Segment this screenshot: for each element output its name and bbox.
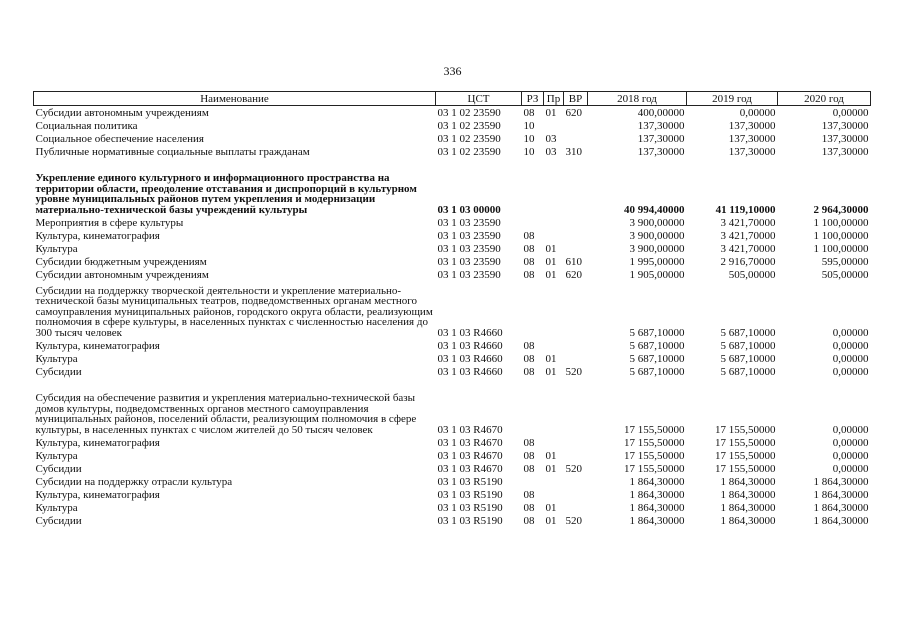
cell-vr	[564, 378, 588, 436]
table-row	[34, 352, 871, 365]
cell-2019: 137,30000	[728, 145, 776, 158]
cell-cst: 03 1 03 R5190	[437, 488, 503, 501]
cell-pr: 01	[545, 255, 557, 268]
cell-vr	[564, 242, 588, 255]
cell-2020: 2 964,30000	[813, 203, 869, 216]
cell-2019: 5 687,10000	[720, 352, 776, 365]
cell-2020: 1 864,30000	[813, 501, 869, 514]
cell-name: Субсидии на поддержку отрасли культура	[35, 475, 233, 488]
cell-vr: 520	[565, 462, 582, 475]
cell-cst: 03 1 02 23590	[437, 145, 501, 158]
cell-pr: 01	[545, 514, 557, 527]
cell-2019: 17 155,50000	[715, 436, 776, 449]
cell-vr	[564, 449, 588, 462]
budget-table	[33, 91, 871, 527]
cell-cst: 03 1 03 R4660	[437, 365, 503, 378]
cell-2018: 1 864,30000	[629, 501, 685, 514]
cell-name: Субсидии автономным учреждениям	[35, 106, 209, 119]
cell-name: Публичные нормативные социальные выплаты гражданам	[35, 145, 310, 158]
cell-2018: 1 905,00000	[629, 268, 685, 281]
cell-2019: 1 864,30000	[720, 475, 776, 488]
cell-2020: 595,00000	[821, 255, 869, 268]
table-row	[34, 462, 871, 475]
cell-2020: 0,00000	[832, 339, 869, 352]
cell-rz: 08	[523, 488, 535, 501]
cell-rz: 08	[523, 501, 535, 514]
cell-name: Культура	[35, 501, 78, 514]
cell-2019: 137,30000	[728, 132, 776, 145]
cell-vr	[564, 119, 588, 132]
cell-2020: 0,00000	[832, 326, 869, 339]
cell-pr	[544, 378, 564, 436]
header-2018: 2018 год	[588, 92, 687, 106]
cell-2018: 5 687,10000	[629, 365, 685, 378]
cell-rz: 08	[523, 339, 535, 352]
table-row	[34, 501, 871, 514]
table-row	[34, 339, 871, 352]
table-row	[34, 216, 871, 229]
table-header-row	[34, 92, 871, 106]
table-row	[34, 436, 871, 449]
cell-2018: 1 864,30000	[629, 488, 685, 501]
cell-cst: 03 1 03 23590	[437, 242, 501, 255]
cell-2019: 41 119,10000	[715, 203, 776, 216]
cell-2020: 0,00000	[832, 449, 869, 462]
cell-name: Культура	[35, 352, 78, 365]
cell-2020: 0,00000	[832, 462, 869, 475]
cell-2018: 5 687,10000	[629, 339, 685, 352]
cell-vr	[564, 475, 588, 488]
cell-cst: 03 1 03 R4670	[437, 436, 503, 449]
cell-2019: 137,30000	[728, 119, 776, 132]
cell-name: Социальное обеспечение населения	[35, 132, 204, 145]
cell-rz	[522, 475, 544, 488]
cell-pr: 03	[545, 145, 557, 158]
cell-cst: 03 1 02 23590	[437, 106, 501, 119]
cell-vr	[564, 501, 588, 514]
cell-2019: 3 421,70000	[720, 229, 776, 242]
cell-pr: 01	[545, 365, 557, 378]
cell-2018: 17 155,50000	[624, 423, 685, 436]
cell-pr: 01	[545, 242, 557, 255]
cell-name: Культура	[35, 242, 78, 255]
cell-cst: 03 1 03 R5190	[437, 514, 503, 527]
table-row	[34, 365, 871, 378]
cell-pr	[544, 119, 564, 132]
cell-pr	[544, 488, 564, 501]
cell-2018: 1 864,30000	[629, 475, 685, 488]
cell-cst: 03 1 03 R5190	[437, 501, 503, 514]
cell-rz: 08	[523, 268, 535, 281]
cell-name: Субсидии	[35, 514, 82, 527]
header-cst: ЦСТ	[436, 92, 522, 106]
cell-2018: 40 994,40000	[624, 203, 685, 216]
cell-cst: 03 1 03 23590	[437, 268, 501, 281]
header-rz: РЗ	[522, 92, 544, 106]
cell-rz: 08	[523, 365, 535, 378]
cell-pr: 01	[545, 462, 557, 475]
cell-pr	[544, 475, 564, 488]
cell-2020: 1 100,00000	[813, 216, 869, 229]
cell-2019: 17 155,50000	[715, 462, 776, 475]
cell-pr: 01	[545, 106, 557, 119]
cell-2018: 1 864,30000	[629, 514, 685, 527]
cell-2020: 0,00000	[832, 365, 869, 378]
table-row	[34, 268, 871, 281]
cell-cst: 03 1 03 R4670	[437, 449, 503, 462]
cell-rz	[522, 378, 544, 436]
cell-vr: 620	[565, 268, 582, 281]
cell-2020: 1 100,00000	[813, 242, 869, 255]
cell-2020: 137,30000	[821, 145, 869, 158]
cell-2018: 17 155,50000	[624, 462, 685, 475]
cell-name: Культура	[35, 449, 78, 462]
table-row	[34, 145, 871, 158]
cell-name: Культура, кинематография	[35, 229, 160, 242]
cell-rz: 08	[523, 106, 535, 119]
cell-rz: 08	[523, 436, 535, 449]
cell-vr	[564, 436, 588, 449]
cell-2019: 3 421,70000	[720, 216, 776, 229]
cell-rz	[522, 216, 544, 229]
cell-rz: 08	[523, 462, 535, 475]
cell-2019: 2 916,70000	[720, 255, 776, 268]
cell-2019: 505,00000	[728, 268, 776, 281]
cell-2019: 5 687,10000	[720, 326, 776, 339]
cell-name: Культура, кинематография	[35, 436, 160, 449]
cell-2020: 0,00000	[832, 423, 869, 436]
cell-name: Укрепление единого культурного и информационного пространства на территории области, преодоление отставания и диспропорций в культурном уровне муниципальных районов путем укрепления и модернизации материально-технической базы учреждений культуры	[35, 172, 417, 216]
cell-vr	[564, 229, 588, 242]
cell-2018: 5 687,10000	[629, 352, 685, 365]
cell-2019: 5 687,10000	[720, 339, 776, 352]
cell-2018: 3 900,00000	[629, 242, 685, 255]
cell-2020: 137,30000	[821, 119, 869, 132]
header-2020: 2020 год	[778, 92, 871, 106]
cell-2018: 137,30000	[637, 132, 685, 145]
cell-cst: 03 1 03 R4670	[437, 462, 503, 475]
cell-cst: 03 1 02 23590	[437, 119, 501, 132]
table-row	[34, 475, 871, 488]
cell-2018: 5 687,10000	[629, 326, 685, 339]
cell-2018: 3 900,00000	[629, 216, 685, 229]
cell-cst: 03 1 03 R4660	[437, 352, 503, 365]
cell-rz: 08	[523, 229, 535, 242]
table-row	[34, 229, 871, 242]
cell-rz: 08	[523, 255, 535, 268]
cell-rz	[522, 158, 544, 216]
cell-rz: 10	[523, 119, 535, 132]
cell-cst: 03 1 03 R4670	[437, 423, 503, 436]
cell-2018: 17 155,50000	[624, 449, 685, 462]
cell-pr	[544, 436, 564, 449]
cell-2019: 17 155,50000	[715, 423, 776, 436]
cell-vr	[564, 132, 588, 145]
cell-vr: 620	[565, 106, 582, 119]
cell-2020: 1 100,00000	[813, 229, 869, 242]
cell-pr: 03	[545, 132, 557, 145]
cell-vr	[564, 158, 588, 216]
cell-name: Социальная политика	[35, 119, 138, 132]
cell-name: Субсидии	[35, 462, 82, 475]
cell-2020: 1 864,30000	[813, 514, 869, 527]
table-row	[34, 106, 871, 119]
cell-2019: 17 155,50000	[715, 449, 776, 462]
cell-vr: 610	[565, 255, 582, 268]
cell-vr: 310	[565, 145, 582, 158]
cell-cst: 03 1 03 R5190	[437, 475, 503, 488]
cell-2018: 3 900,00000	[629, 229, 685, 242]
cell-pr: 01	[545, 352, 557, 365]
cell-2019: 1 864,30000	[720, 501, 776, 514]
cell-rz: 08	[523, 514, 535, 527]
table-row	[34, 158, 871, 216]
cell-2020: 1 864,30000	[813, 488, 869, 501]
header-vr: ВР	[564, 92, 588, 106]
cell-2020: 137,30000	[821, 132, 869, 145]
cell-pr: 01	[545, 501, 557, 514]
cell-vr	[564, 352, 588, 365]
table-row	[34, 488, 871, 501]
header-name: Наименование	[34, 92, 436, 106]
cell-2020: 1 864,30000	[813, 475, 869, 488]
cell-name: Культура, кинематография	[35, 488, 160, 501]
table-row	[34, 514, 871, 527]
cell-2020: 505,00000	[821, 268, 869, 281]
cell-vr: 520	[565, 365, 582, 378]
cell-2019: 3 421,70000	[720, 242, 776, 255]
cell-2020: 0,00000	[832, 106, 869, 119]
cell-2019: 0,00000	[739, 106, 776, 119]
cell-vr	[564, 216, 588, 229]
cell-rz	[522, 281, 544, 339]
cell-name: Субсидии автономным учреждениям	[35, 268, 209, 281]
cell-name: Субсидия на обеспечение развития и укрепления материально-технической базы домов культуры, подведомственных органов местного самоуправления муниципальных районов, поселений области, реализующим полномочия в сфере культуры, в населенных пунктах с числом жителей до 50 тысяч человек	[35, 392, 417, 436]
table-row	[34, 281, 871, 339]
cell-vr: 520	[565, 514, 582, 527]
cell-name: Культура, кинематография	[35, 339, 160, 352]
cell-cst: 03 1 03 23590	[437, 255, 501, 268]
cell-vr	[564, 339, 588, 352]
cell-2020: 0,00000	[832, 436, 869, 449]
cell-cst: 03 1 03 23590	[437, 216, 501, 229]
cell-pr	[544, 339, 564, 352]
cell-2018: 137,30000	[637, 145, 685, 158]
cell-pr	[544, 158, 564, 216]
cell-cst: 03 1 03 23590	[437, 229, 501, 242]
cell-name: Мероприятия в сфере культуры	[35, 216, 184, 229]
cell-pr	[544, 216, 564, 229]
cell-2019: 1 864,30000	[720, 514, 776, 527]
cell-name: Субсидии	[35, 365, 82, 378]
cell-2020: 0,00000	[832, 352, 869, 365]
cell-pr: 01	[545, 449, 557, 462]
cell-2018: 17 155,50000	[624, 436, 685, 449]
cell-rz: 08	[523, 449, 535, 462]
cell-rz: 08	[523, 242, 535, 255]
page-number: 336	[443, 64, 462, 78]
cell-2018: 1 995,00000	[629, 255, 685, 268]
cell-2018: 400,00000	[637, 106, 685, 119]
table-row	[34, 449, 871, 462]
cell-rz: 08	[523, 352, 535, 365]
cell-rz: 10	[523, 132, 535, 145]
cell-rz: 10	[523, 145, 535, 158]
header-pr: Пр	[544, 92, 564, 106]
cell-name: Субсидии бюджетным учреждениям	[35, 255, 207, 268]
cell-pr: 01	[545, 268, 557, 281]
cell-2018: 137,30000	[637, 119, 685, 132]
cell-vr	[564, 281, 588, 339]
cell-cst: 03 1 03 R4660	[437, 326, 503, 339]
cell-vr	[564, 488, 588, 501]
table-body	[34, 106, 871, 527]
table-row	[34, 255, 871, 268]
cell-2019: 1 864,30000	[720, 488, 776, 501]
cell-cst: 03 1 03 00000	[437, 203, 501, 216]
cell-cst: 03 1 03 R4660	[437, 339, 503, 352]
table-row	[34, 242, 871, 255]
cell-name: Субсидии на поддержку творческой деятельности и укрепление материально-технической базы муниципальных театров, подведомственных органам местного самоуправления муниципальных районов, городского округа области, реализующим полномочия в сфере культуры, в населенных пунктах с численностью населения до 300 тысяч человек	[35, 284, 433, 339]
table-row	[34, 378, 871, 436]
cell-pr	[544, 281, 564, 339]
table-row	[34, 119, 871, 132]
table-row	[34, 132, 871, 145]
header-2019: 2019 год	[687, 92, 778, 106]
cell-2019: 5 687,10000	[720, 365, 776, 378]
cell-cst: 03 1 02 23590	[437, 132, 501, 145]
cell-pr	[544, 229, 564, 242]
